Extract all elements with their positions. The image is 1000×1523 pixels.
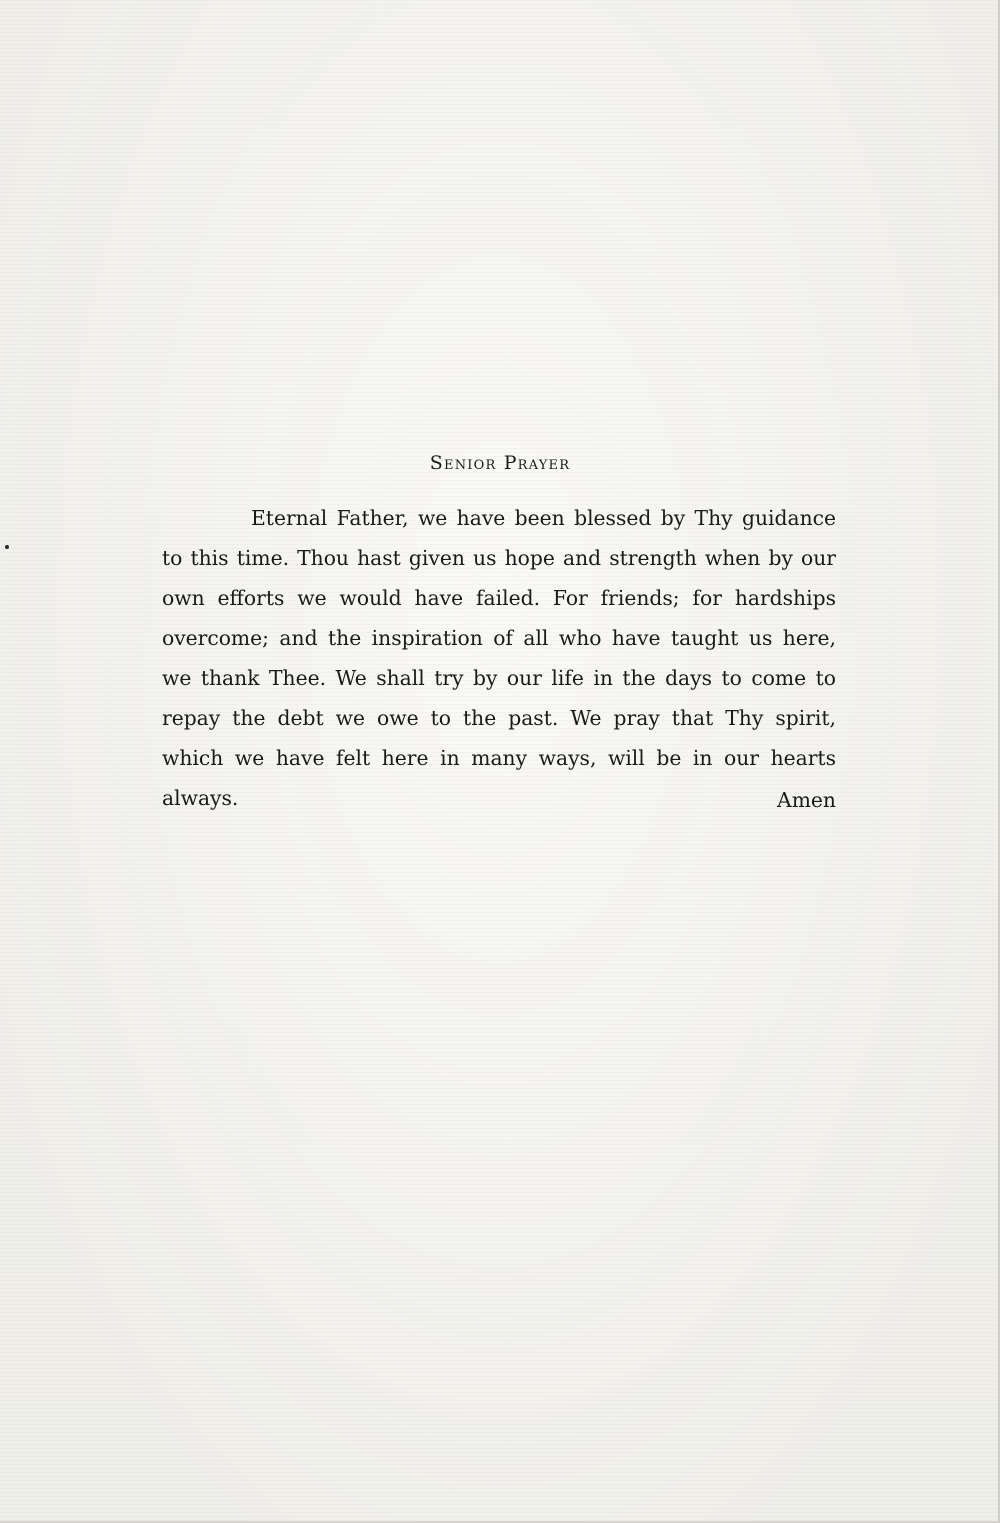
- prayer-title: Senior Prayer: [429, 452, 571, 474]
- ink-speck: [5, 545, 9, 549]
- prayer-body: Eternal Father, we have been blessed by Thy guidance to this time. Thou hast given us hope and strength when by our own efforts we would have failed. For friends; for hardships overcome; and the inspiration of all who have taught us here, we thank Thee. We shall try by our life in the days to come to repay the debt we owe to the past. We pray that Thy spirit, which we have felt here in many ways, will be in our hearts always.: [162, 506, 836, 810]
- prayer-closing: Amen: [777, 788, 836, 812]
